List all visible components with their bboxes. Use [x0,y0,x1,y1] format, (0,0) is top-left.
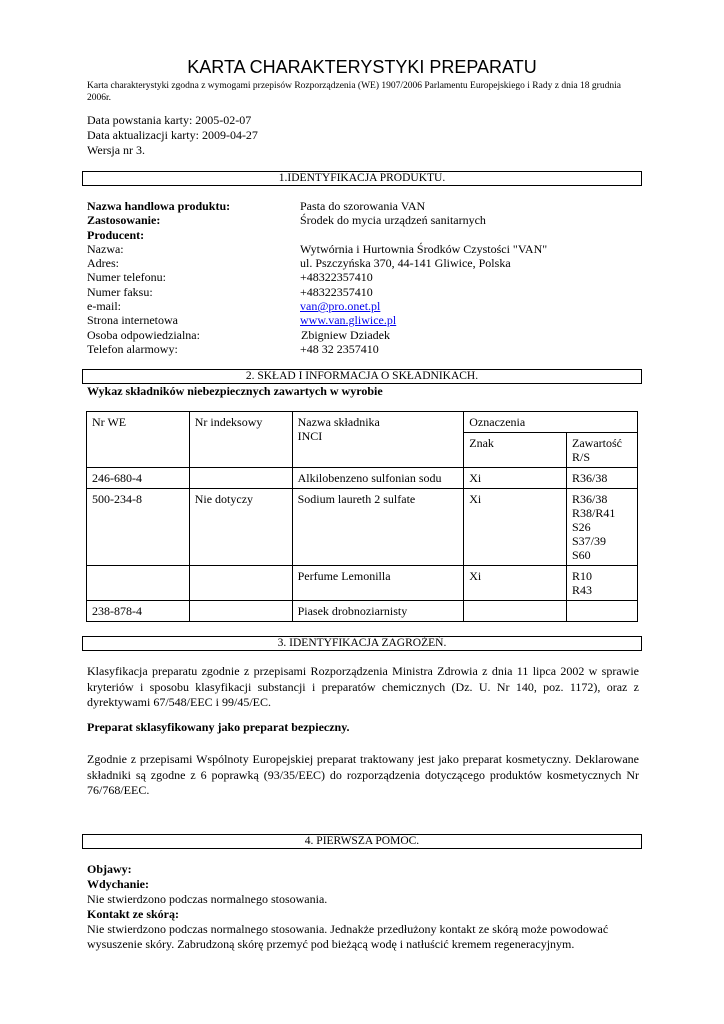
kv-value: +48 32 2357410 [300,341,379,356]
cell-sign [464,601,567,622]
symptoms-heading: Objawy: [87,862,132,876]
header-sign: Znak [464,433,567,468]
kv-row [87,299,643,313]
rs-code: S37/39 [572,534,607,548]
cell-rs [567,468,638,489]
cell-sign: Xi [464,489,567,566]
kv-label: Telefon alarmowy: [87,341,178,356]
card-dates [87,113,258,158]
kv-row [87,213,643,227]
rs-code: R38/R41 [572,506,616,520]
website-link[interactable]: www.van.gliwice.pl [300,313,397,328]
cosmetic-paragraph: Zgodnie z przepisami Wspólnoty Europejskiej preparat traktowany jest jako preparat kosmetyczny. Deklarowane składniki są zgodne z 6 poprawką (93/35/EEC) do rozporządzenia dotyczącego produktów kosmetycznych Nr 76/768/EEC. [87,752,639,797]
regulation-note: Karta charakterystyki zgodna z wymogami przepisów Rozporządzenia (WE) 1907/2006 Parlamentu Europejskiego i Rady z dnia 18 grudnia 2006r. [87,81,621,103]
kv-label: e-mail: [87,299,121,314]
cell-sign: Xi [464,468,567,489]
kv-label: Nazwa handlowa produktu: [87,199,231,213]
kv-row [87,313,643,327]
table-row [87,489,638,566]
rs-code: S60 [572,548,591,562]
kv-label: Zastosowanie: [87,213,161,228]
kv-value: +48322357410 [300,270,373,285]
rs-code: R36/38 [572,471,608,485]
cell-sign: Xi [464,566,567,601]
header-marks: Oznaczenia [464,412,638,433]
table-header-row [87,412,638,433]
section-3-header: 3. IDENTYFIKACJA ZAGROŻEŃ. [82,636,642,651]
kv-row [87,242,643,256]
kv-value: Zbigniew Dziadek [301,327,390,342]
rs-code: S26 [572,520,591,534]
section-1-header: 1.IDENTYFIKACJA PRODUKTU. [82,171,642,186]
safety-statement: Preparat sklasyfikowany jako preparat bezpieczny. [87,720,350,734]
section-4-header: 4. PIERWSZA POMOC. [82,834,642,849]
creation-date: Data powstania karty: 2005-02-07 [87,113,252,127]
kv-row [87,256,643,270]
kv-row [87,199,643,213]
section-2-header: 2. SKŁAD I INFORMACJA O SKŁADNIKACH. [82,369,642,384]
cell-rs [567,489,638,566]
header-content-line1: Zawartość [572,436,622,450]
cell-index [189,566,292,601]
document-title: KARTA CHARAKTERYSTYKI PREPARATU [187,57,537,77]
table-caption: Wykaz składników niebezpiecznych zawartych w wyrobie [87,384,383,398]
kv-label: Adres: [87,256,119,271]
kv-label: Strona internetowa [87,313,178,328]
cell-rs [567,601,638,622]
skin-contact-text: Nie stwierdzono podczas normalnego stosowania. Jednakże przedłużony kontakt ze skórą może powodować wysuszenie skóry. Zabrudzoną skórę przemyć pod bieżącą wodę i natłuścić kremem regeneracyjnym. [87,922,609,951]
kv-row [87,228,643,242]
kv-row [87,328,643,342]
cell-we: 238-878-4 [87,601,190,622]
cell-we: 500-234-8 [87,489,190,566]
kv-row [87,285,643,299]
header-we: Nr WE [87,412,190,468]
header-name [292,412,464,468]
cell-name: Alkilobenzeno sulfonian sodu [292,468,464,489]
components-table [86,411,638,622]
header-name-line1: Nazwa składnika [297,415,380,429]
kv-value: +48322357410 [300,284,373,299]
cell-we: 246-680-4 [87,468,190,489]
kv-label: Nazwa: [87,241,124,256]
kv-label: Numer telefonu: [87,270,166,285]
header-index: Nr indeksowy [189,412,292,468]
classification-paragraph: Klasyfikacja preparatu zgodnie z przepisami Rozporządzenia Ministra Zdrowia z dnia 11 lipca 2002 w sprawie kryteriów i sposobu klasyfikacji substancji i preparatów chemicznych (Dz. U. Nr 140, poz. 1172), oraz z dyrektywami 67/548/EEC i 99/45/EC. [87,664,639,709]
kv-label: Osoba odpowiedzialna: [87,327,200,342]
table-row [87,601,638,622]
kv-value: Środek do mycia urządzeń sanitarnych [300,213,486,228]
header-content [567,433,638,468]
kv-value: ul. Pszczyńska 370, 44-141 Gliwice, Polska [300,256,511,271]
header-name-line2: INCI [297,429,323,443]
update-date: Data aktualizacji karty: 2009-04-27 [87,128,258,142]
cell-index [189,468,292,489]
version-number: Wersja nr 3. [87,143,146,157]
kv-label: Numer faksu: [87,284,153,299]
kv-row [87,270,643,284]
kv-row [87,342,643,356]
cell-rs [567,566,638,601]
table-row [87,566,638,601]
first-aid [87,862,639,952]
skin-contact-heading: Kontakt ze skórą: [87,907,179,921]
table-row [87,468,638,489]
cell-we [87,566,190,601]
email-link[interactable]: van@pro.onet.pl [300,299,381,314]
cell-name: Piasek drobnoziarnisty [292,601,464,622]
kv-label: Producent: [87,227,145,242]
cell-name: Perfume Lemonilla [292,566,464,601]
inhalation-text: Nie stwierdzono podczas normalnego stosowania. [87,892,328,906]
kv-value: Pasta do szorowania VAN [300,199,426,213]
product-identification [87,199,643,356]
cell-name: Sodium laureth 2 sulfate [292,489,464,566]
cell-index [189,601,292,622]
rs-code: R43 [572,583,593,597]
header-content-line2: R/S [572,450,591,464]
rs-code: R36/38 [572,492,608,506]
inhalation-heading: Wdychanie: [87,877,150,891]
rs-code: R10 [572,569,593,583]
cell-index: Nie dotyczy [189,489,292,566]
kv-value: Wytwórnia i Hurtownia Środków Czystości "VAN" [300,241,548,256]
